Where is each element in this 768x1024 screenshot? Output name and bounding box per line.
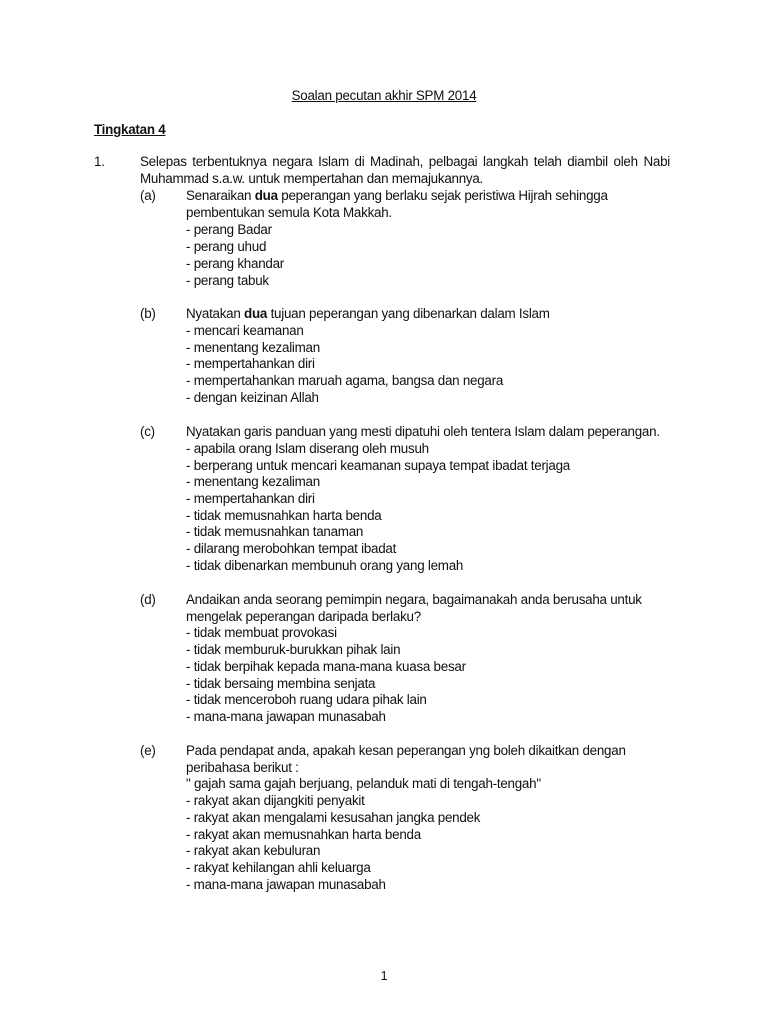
part-d-prompt: Andaikan anda seorang pemimpin negara, bagaimanakah anda berusaha untuk: [186, 592, 642, 607]
part-label-b: (b): [140, 306, 156, 321]
part-e-prompt: Pada pendapat anda, apakah kesan peperangan yng boleh dikaitkan dengan: [186, 743, 626, 758]
list-item: - rakyat akan memusnahkan harta benda: [186, 827, 421, 844]
list-item: - perang Badar: [186, 222, 272, 239]
list-item-extra: - mana-mana jawapan munasabah: [186, 709, 386, 724]
list-item: - tidak berpihak kepada mana-mana kuasa besar: [186, 659, 466, 676]
list-item: - menentang kezaliman: [186, 474, 320, 491]
question-text: Selepas terbentuknya negara Islam di Madinah, pelbagai langkah telah diambil oleh Nabi Muhammad s.a.w. untuk mempertahan dan memajukannya.: [140, 154, 670, 186]
part-b-prompt: Nyatakan dua tujuan peperangan yang dibenarkan dalam Islam: [186, 306, 550, 321]
part-label-a: (a): [140, 188, 156, 203]
proverb-quote: " gajah sama gajah berjuang, pelanduk mati di tengah-tengah": [186, 776, 541, 791]
list-item: - perang uhud: [186, 239, 266, 256]
list-item: - dilarang merobohkan tempat ibadat: [186, 541, 396, 558]
list-item: - tidak menceroboh ruang udara pihak lain: [186, 692, 427, 709]
list-item: - tidak memusnahkan tanaman: [186, 524, 363, 541]
list-item: - tidak memburuk-burukkan pihak lain: [186, 642, 400, 659]
list-item: - mempertahankan diri: [186, 356, 315, 373]
emphasis-text: dua: [244, 306, 268, 321]
part-d-prompt-continued: mengelak peperangan daripada berlaku?: [186, 609, 421, 624]
part-label-d: (d): [140, 592, 156, 607]
emphasis-text: dua: [254, 188, 278, 203]
list-item-extra: - mana-mana jawapan munasabah: [186, 877, 386, 892]
list-item: - rakyat akan mengalami kesusahan jangka pendek: [186, 810, 480, 827]
list-item: - tidak memusnahkan harta benda: [186, 508, 381, 525]
list-item: - perang tabuk: [186, 273, 269, 290]
document-title: Soalan pecutan akhir SPM 2014: [291, 88, 477, 103]
list-item: - mempertahankan diri: [186, 491, 315, 508]
part-a-prompt: Senaraikan dua peperangan yang berlaku sejak peristiwa Hijrah sehingga: [186, 188, 608, 203]
list-item: - apabila orang Islam diserang oleh musuh: [186, 441, 429, 458]
page-number: 1: [380, 969, 388, 983]
part-label-e: (e): [140, 743, 156, 758]
list-item: - menentang kezaliman: [186, 340, 320, 357]
question-number: 1.: [94, 154, 105, 169]
list-item: - tidak bersaing membina senjata: [186, 676, 375, 693]
list-item: - rakyat akan dijangkiti penyakit: [186, 793, 365, 810]
part-c-prompt: Nyatakan garis panduan yang mesti dipatuhi oleh tentera Islam dalam peperangan.: [186, 424, 660, 439]
list-item: - perang khandar: [186, 256, 284, 273]
list-item: - dengan keizinan Allah: [186, 390, 319, 407]
part-label-c: (c): [140, 424, 155, 439]
list-item: - berperang untuk mencari keamanan supaya tempat ibadat terjaga: [186, 458, 570, 475]
list-item: - rakyat kehilangan ahli keluarga: [186, 860, 371, 877]
list-item: - mempertahankan maruah agama, bangsa dan negara: [186, 373, 503, 390]
part-a-prompt-continued: pembentukan semula Kota Makkah.: [186, 205, 392, 220]
list-item: - tidak membuat provokasi: [186, 625, 337, 642]
form-level-heading: Tingkatan 4: [94, 122, 166, 137]
part-e-prompt-continued: peribahasa berikut :: [186, 760, 299, 775]
list-item: - rakyat akan kebuluran: [186, 843, 320, 860]
list-item: - tidak dibenarkan membunuh orang yang lemah: [186, 558, 463, 575]
list-item: - mencari keamanan: [186, 323, 304, 340]
